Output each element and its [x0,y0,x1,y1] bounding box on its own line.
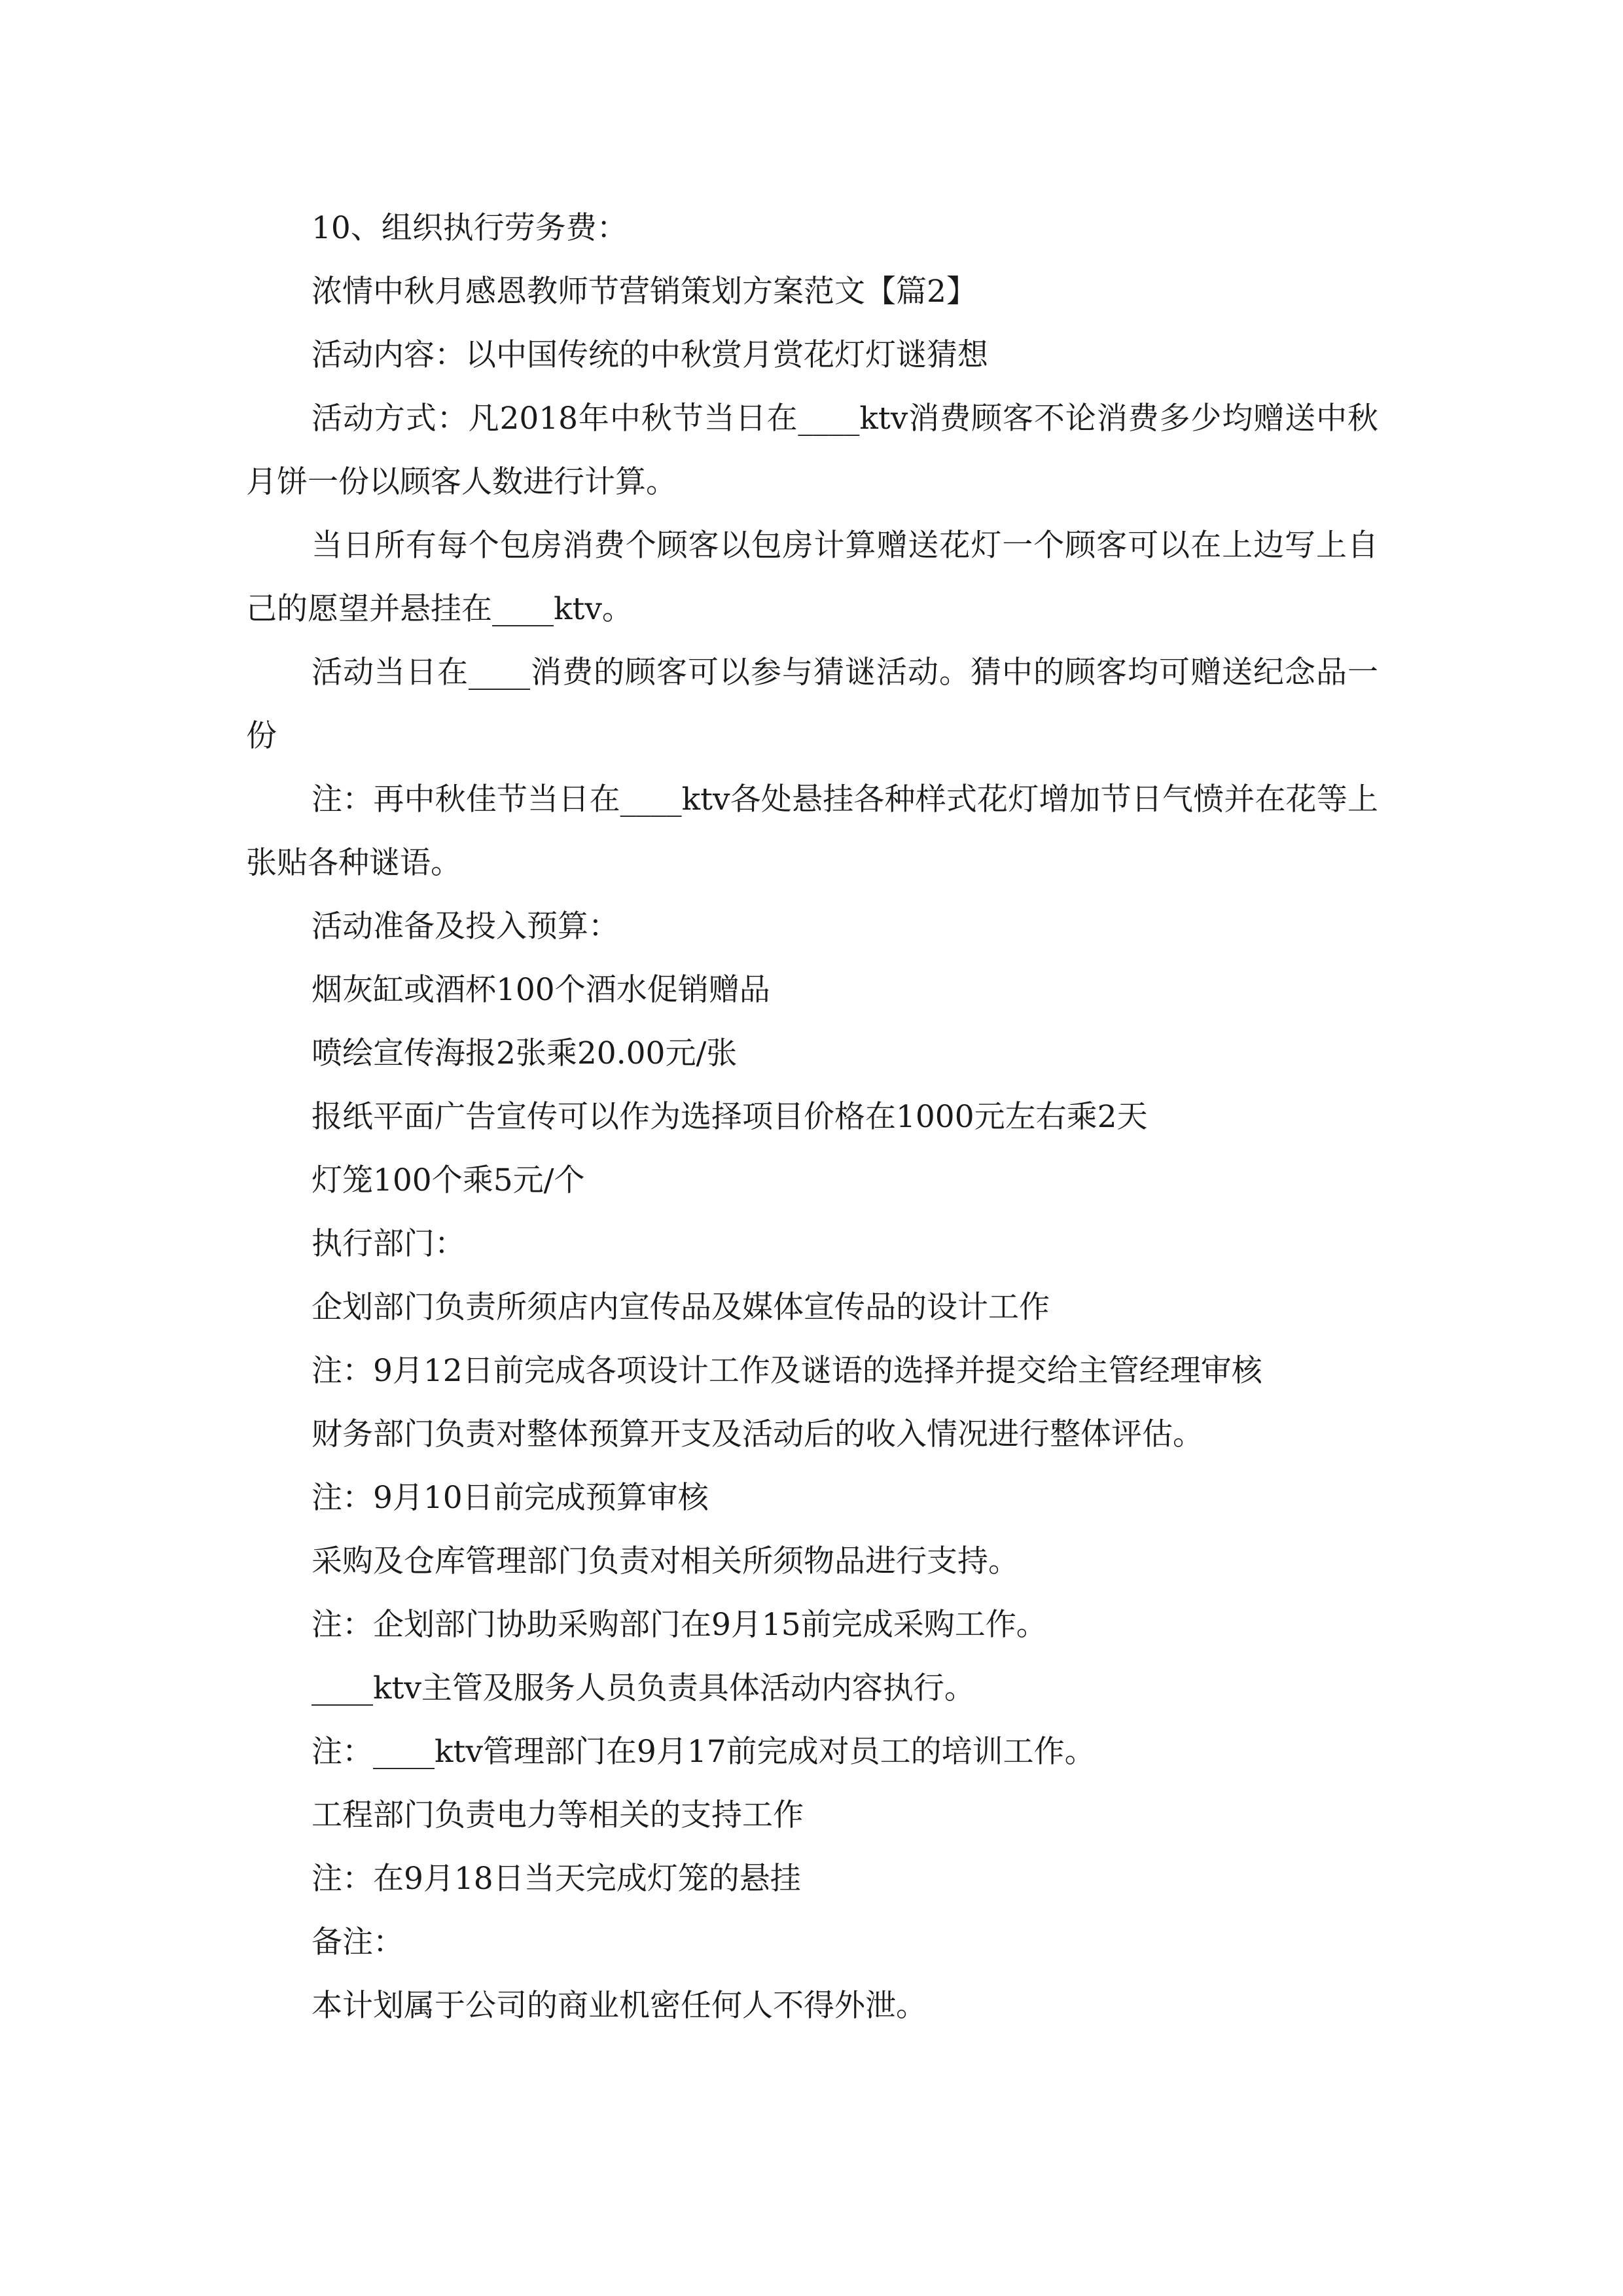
document-body [246,196,1378,2037]
paragraph-finance-dept: 财务部门负责对整体预算开支及活动后的收入情况进行整体评估。 [312,1416,1204,1452]
paragraph-remarks-heading: 备注： [312,1924,404,1960]
paragraph-activity-content: 活动内容：以中国传统的中秋赏月赏花灯灯谜猜想 [312,337,988,373]
paragraph-riddle-activity: 活动当日在____消费的顾客可以参与猜谜活动。猜中的顾客均可赠送纪念品一份 [246,655,1378,754]
paragraph-budget-heading: 活动准备及投入预算： [312,908,619,944]
paragraph-note-decoration: 注：再中秋佳节当日在____ktv各处悬挂各种样式花灯增加节日气愤并在花等上张贴各种谜语。 [246,781,1378,881]
paragraph-budget-newspaper: 报纸平面广告宣传可以作为选择项目价格在1000元左右乘2天 [312,1099,1148,1135]
paragraph-budget-poster: 喷绘宣传海报2张乘20.00元/张 [312,1035,738,1071]
paragraph-activity-method: 活动方式：凡2018年中秋节当日在____ktv消费顾客不论消费多少均赠送中秋月饼一份以顾客人数进行计算。 [246,401,1378,500]
paragraph-planning-dept: 企划部门负责所须店内宣传品及媒体宣传品的设计工作 [312,1289,1050,1325]
paragraph-note-training: 注：____ktv管理部门在9月17前完成对员工的培训工作。 [312,1734,1096,1770]
paragraph-engineering-dept: 工程部门负责电力等相关的支持工作 [312,1797,804,1833]
paragraph-purchasing-dept: 采购及仓库管理部门负责对相关所须物品进行支持。 [312,1543,1019,1579]
paragraph-lantern-gift: 当日所有每个包房消费个顾客以包房计算赠送花灯一个顾客可以在上边写上自己的愿望并悬挂在____ktv。 [246,528,1378,627]
paragraph-confidential: 本计划属于公司的商业机密任何人不得外泄。 [312,1988,927,2024]
paragraph-note-budget: 注：9月10日前完成预算审核 [312,1480,709,1516]
paragraph-note-design: 注：9月12日前完成各项设计工作及谜语的选择并提交给主管经理审核 [312,1353,1262,1389]
paragraph-note-purchasing: 注：企划部门协助采购部门在9月15前完成采购工作。 [312,1607,1047,1643]
paragraph-note-hanging: 注：在9月18日当天完成灯笼的悬挂 [312,1861,801,1897]
paragraph-labor-fee: 10、组织执行劳务费： [312,210,628,246]
paragraph-section-title: 浓情中秋月感恩教师节营销策划方案范文【篇2】 [312,274,977,310]
paragraph-budget-lantern: 灯笼100个乘5元/个 [312,1162,585,1198]
paragraph-ktv-staff: ____ktv主管及服务人员负责具体活动内容执行。 [312,1670,975,1706]
paragraph-departments-heading: 执行部门： [312,1226,465,1262]
paragraph-budget-ashtray: 烟灰缸或酒杯100个酒水促销赠品 [312,972,770,1008]
